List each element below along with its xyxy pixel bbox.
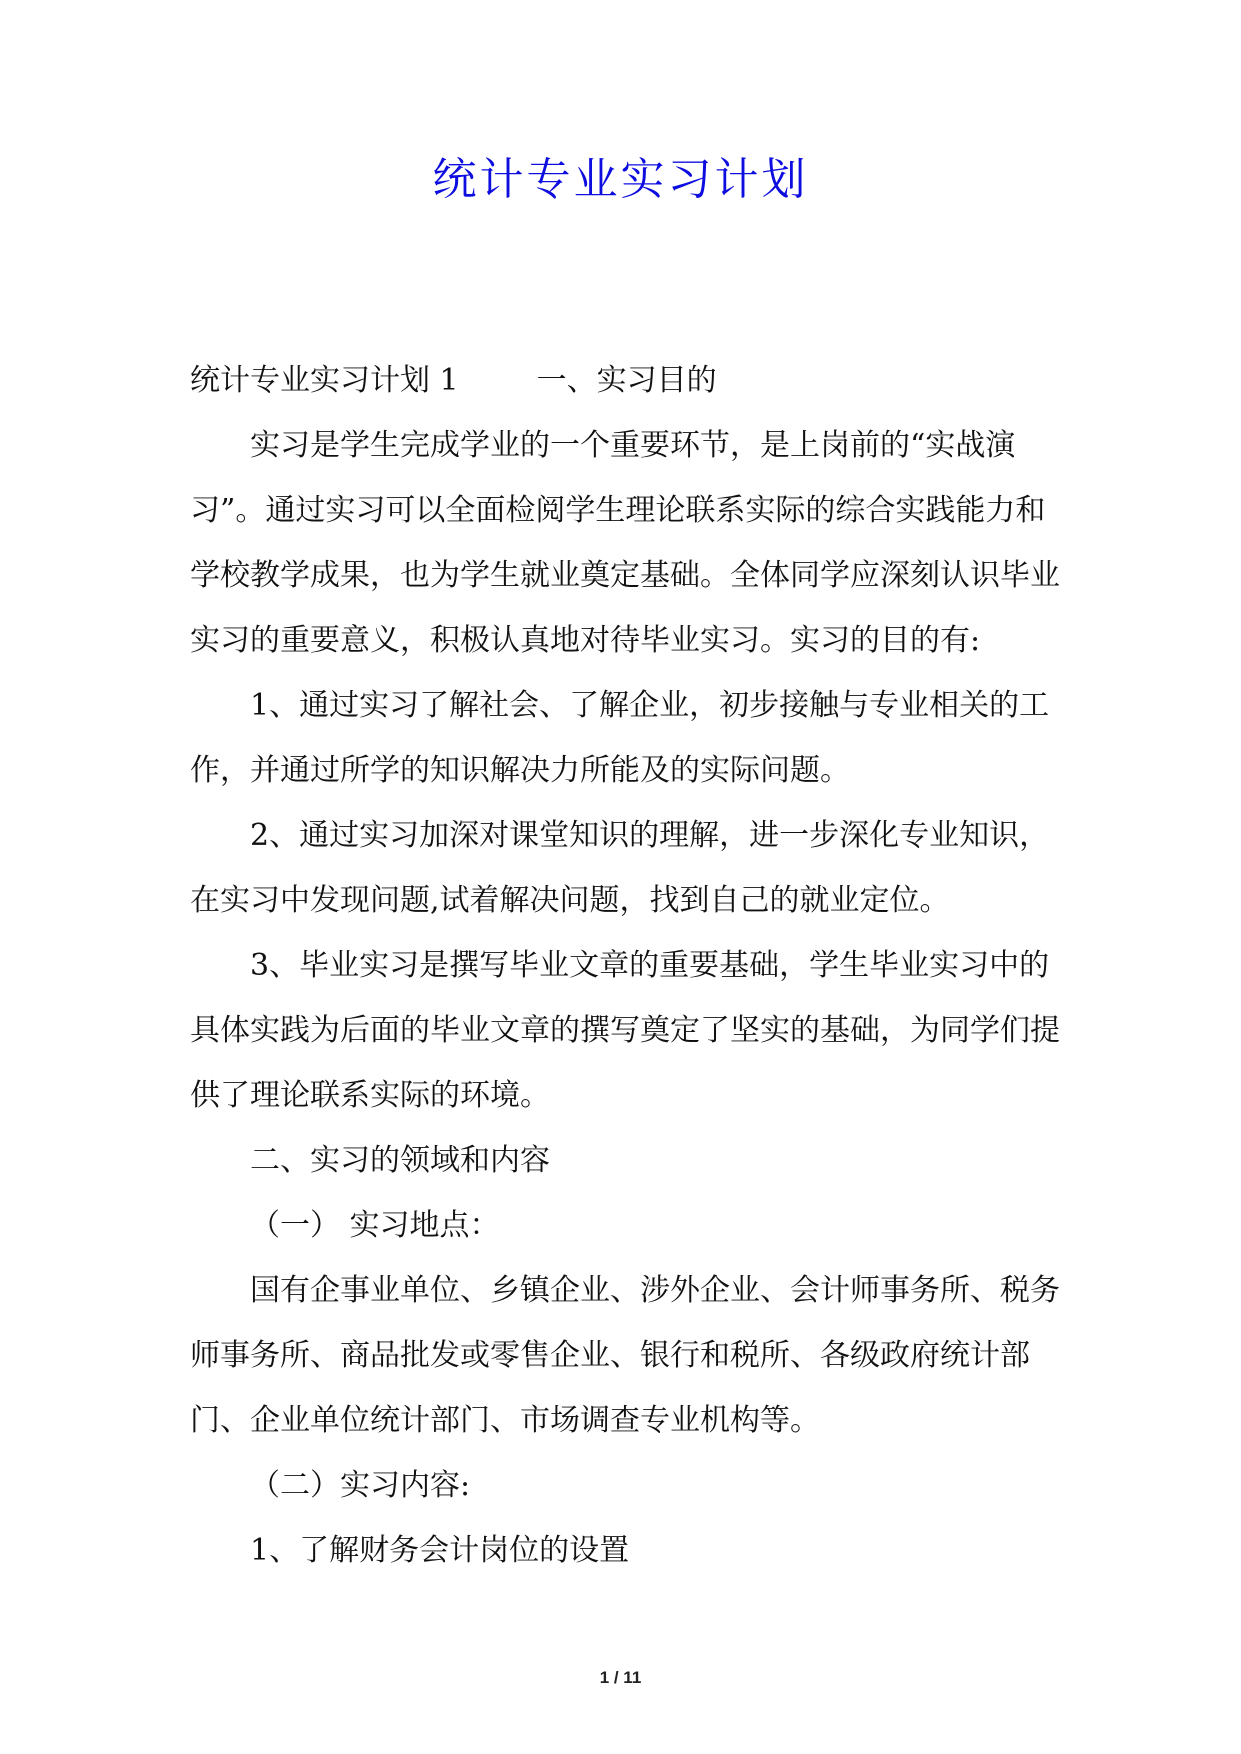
paragraph-locations: 国有企事业单位、乡镇企业、涉外企业、会计师事务所、税务师事务所、商品批发或零售企业、银行和税所、各级政府统计部门、企业单位统计部门、市场调查专业机构等。 (190, 1273, 1060, 1438)
paragraph-item-3: 3、毕业实习是撰写毕业文章的重要基础，学生毕业实习中的具体实践为后面的毕业文章的撰写奠定了坚实的基础，为同学们提供了理论联系实际的环境。 (190, 948, 1060, 1113)
page-number: 1 / 11 (599, 1668, 642, 1687)
paragraph-item-1: 1、通过实习了解社会、了解企业，初步接触与专业相关的工作，并通过所学的知识解决力所能及的实际问题。 (190, 688, 1050, 788)
document-body (190, 348, 1060, 1583)
subheading-location: （一） 实习地点： (250, 1208, 500, 1243)
section-heading-purpose: 一、实习目的 (536, 363, 717, 398)
first-line (190, 348, 1060, 413)
document-title: 统计专业实习计划 (432, 154, 809, 205)
paragraph-intro: 实习是学生完成学业的一个重要环节，是上岗前的“实战演习”。通过实习可以全面检阅学生理论联系实际的综合实践能力和学校教学成果，也为学生就业奠定基础。全体同学应深刻认识毕业实习的重要意义，积极认真地对待毕业实习。实习的目的有: (190, 428, 1060, 658)
paragraph-item-2: 2、通过实习加深对课堂知识的理解，进一步深化专业知识，在实习中发现问题,试着解决问题，找到自己的就业定位。 (190, 818, 1050, 918)
section-heading-plan-1: 统计专业实习计划 1 (190, 363, 459, 398)
paragraph-content-item-1: 1、了解财务会计岗位的设置 (250, 1533, 630, 1568)
subheading-content: （二）实习内容: (250, 1468, 471, 1503)
section-heading-fields: 二、实习的领域和内容 (250, 1143, 550, 1178)
